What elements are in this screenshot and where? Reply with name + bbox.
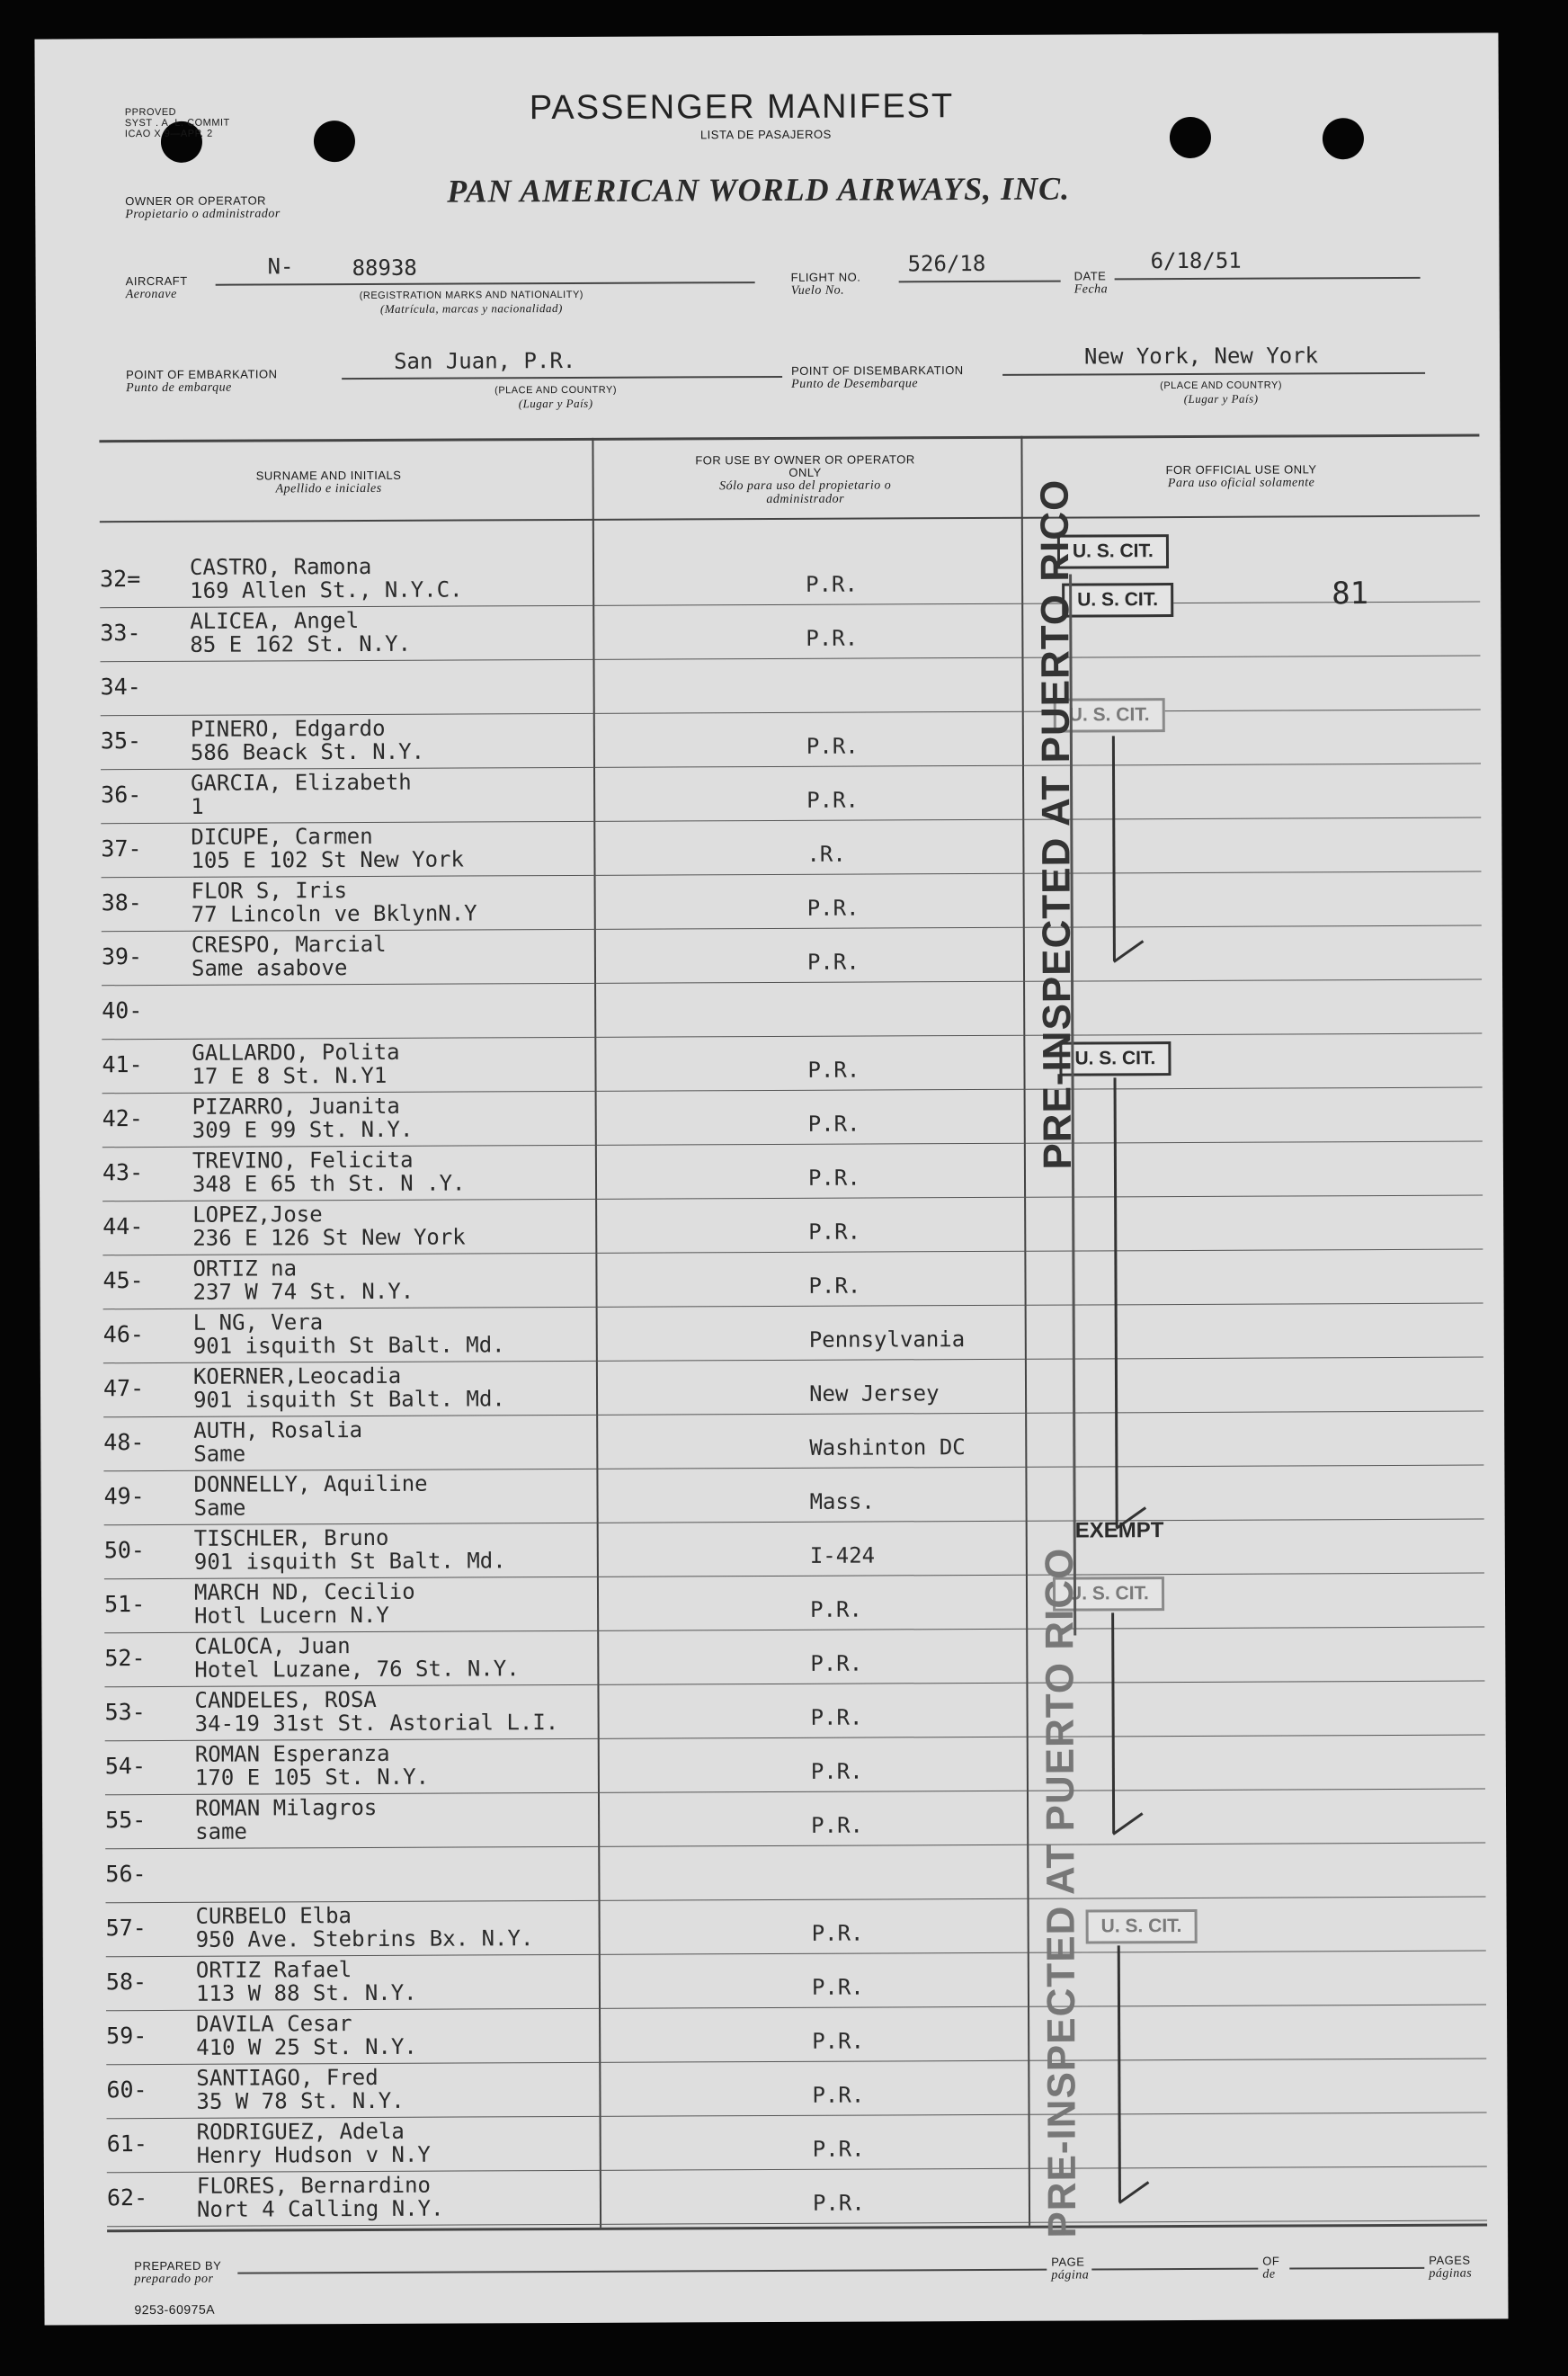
- table-row: [103, 1364, 1479, 1425]
- passenger-count: 81: [1332, 576, 1369, 612]
- date-underline: [1115, 277, 1421, 280]
- passenger-name: PIZARRO, Juanita: [192, 1093, 400, 1120]
- passenger-name: DONNELLY, Aquiline: [193, 1470, 428, 1497]
- passenger-name: ORTIZ na: [192, 1255, 298, 1282]
- origin-class: P.R.: [810, 1758, 863, 1784]
- date-label: DATE Fecha: [1074, 269, 1109, 297]
- aircraft-prefix: N-: [267, 254, 294, 280]
- passenger-address: Same: [193, 1495, 246, 1521]
- passenger-name: KOERNER,Leocadia: [192, 1362, 402, 1389]
- row-number: 45-: [102, 1267, 144, 1294]
- flight-date: 6/18/51: [1150, 247, 1242, 274]
- passenger-address: 950 Ave. Stebrins Bx. N.Y.: [195, 1925, 534, 1952]
- table-row: [102, 933, 1477, 993]
- manifest-title-es: LISTA DE PASAJEROS: [699, 127, 832, 142]
- prepared-by-label: PREPARED BY preparado por: [134, 2258, 222, 2287]
- row-number: 53-: [104, 1699, 146, 1726]
- row-number: 36-: [101, 782, 142, 808]
- column-header-surname: SURNAME AND INITIALS Apellido e iniciales: [255, 468, 402, 496]
- operator-name: PAN AMERICAN WORLD AIRWAYS, INC.: [447, 170, 1071, 210]
- passenger-address: 348 E 65 th St. N .Y.: [192, 1170, 466, 1197]
- embark-underline: [342, 376, 782, 380]
- origin-class: P.R.: [806, 787, 860, 813]
- disembark-point: New York, New York: [1083, 343, 1319, 370]
- origin-class: P.R.: [812, 2190, 865, 2216]
- origin-class: P.R.: [807, 1057, 860, 1083]
- passenger-name: FLORES, Bernardino: [196, 2172, 432, 2199]
- aircraft-registration: 88938: [352, 255, 417, 281]
- table-row: [101, 771, 1476, 831]
- table-row: [105, 1796, 1481, 1856]
- column-header-owner-use: FOR USE BY OWNER OR OPERATOR ONLY Sólo para uso del propietario o administrador: [695, 452, 915, 507]
- us-citizen-stamp: U. S. CIT.: [1062, 583, 1173, 618]
- pages-label: PAGES páginas: [1429, 2253, 1473, 2281]
- passenger-address: 85 E 162 St. N.Y.: [190, 630, 412, 657]
- table-row: [101, 825, 1476, 885]
- embark-place-note: (PLACE AND COUNTRY) (Lugar y País): [494, 384, 618, 411]
- preinspected-stamp: PRE-INSPECTED AT PUERTO RICO: [1032, 478, 1080, 1170]
- passenger-address: 237 W 74 St. N.Y.: [192, 1278, 414, 1305]
- row-number: 57-: [105, 1915, 147, 1942]
- row-number: 61-: [106, 2130, 147, 2157]
- table-row: [105, 1742, 1481, 1802]
- passenger-address: 35 W 78 St. N.Y.: [196, 2087, 405, 2114]
- exempt-stamp: EXEMPT: [1074, 1518, 1164, 1543]
- row-number: 46-: [102, 1321, 144, 1348]
- origin-class: P.R.: [806, 571, 858, 597]
- passenger-address: Hotl Lucern N.Y: [194, 1602, 389, 1629]
- row-number: 55-: [105, 1807, 147, 1834]
- row-number: 37-: [101, 835, 142, 862]
- origin-class: Washinton DC: [809, 1434, 966, 1460]
- passenger-name: ROMAN Esperanza: [194, 1740, 390, 1767]
- passenger-address: 17 E 8 St. N.Y1: [192, 1062, 388, 1089]
- passenger-address: Nort 4 Calling N.Y.: [196, 2195, 444, 2222]
- manifest-title: PASSENGER MANIFEST: [529, 87, 955, 128]
- table-row: [107, 2174, 1483, 2234]
- row-number: 33-: [100, 620, 141, 647]
- passenger-name: CURBELO Elba: [195, 1903, 352, 1929]
- row-number: 43-: [102, 1159, 144, 1186]
- passenger-address: 1: [191, 793, 204, 819]
- origin-class: P.R.: [808, 1273, 861, 1299]
- passenger-name: DAVILA Cesar: [196, 2011, 352, 2037]
- us-citizen-stamp: U. S. CIT.: [1086, 1909, 1198, 1944]
- row-number: 44-: [102, 1213, 144, 1240]
- origin-class: P.R.: [808, 1219, 861, 1245]
- origin-class: P.R.: [806, 949, 860, 975]
- origin-class: P.R.: [806, 625, 859, 651]
- embark-label: POINT OF EMBARKATION Punto de embarque: [126, 367, 278, 396]
- row-number: 51-: [103, 1591, 146, 1618]
- passenger-address: 169 Allen St., N.Y.C.: [190, 576, 463, 603]
- row-number: 48-: [103, 1429, 145, 1456]
- passenger-name: AUTH, Rosalia: [193, 1416, 363, 1443]
- preinspected-stamp: PRE-INSPECTED AT PUERTO RICO: [1037, 1547, 1085, 2238]
- passenger-name: CANDELES, ROSA: [194, 1686, 377, 1713]
- row-number: 58-: [105, 1969, 147, 1996]
- disembark-underline: [1002, 372, 1425, 376]
- row-number: 59-: [106, 2023, 147, 2050]
- row-number: 50-: [103, 1537, 146, 1564]
- origin-class: I-424: [809, 1542, 876, 1568]
- table-row: [103, 1310, 1479, 1371]
- table-top-rule: [99, 434, 1479, 443]
- passenger-address: 105 E 102 St New York: [191, 846, 464, 873]
- row-number: 60-: [106, 2077, 147, 2104]
- passenger-name: PINERO, Edgardo: [190, 715, 386, 742]
- flight-label: FLIGHT NO. Vuelo No.: [790, 270, 861, 298]
- us-citizen-stamp: U. S. CIT.: [1057, 534, 1169, 569]
- table-row: [102, 1202, 1478, 1263]
- passenger-name: ALICEA, Angel: [190, 607, 360, 634]
- column-header-official-use: FOR OFFICIAL USE ONLY Para uso oficial solamente: [1165, 462, 1317, 491]
- table-row: [102, 987, 1477, 1047]
- table-row: [102, 1041, 1477, 1101]
- punch-hole: [1170, 117, 1211, 158]
- row-number: 39-: [101, 943, 143, 970]
- of-label: OF de: [1262, 2254, 1280, 2282]
- passenger-name: GARCIA, Elizabeth: [191, 769, 412, 796]
- passenger-name: CASTRO, Ramona: [189, 553, 372, 580]
- disembark-place-note: (PLACE AND COUNTRY) (Lugar y País): [1160, 380, 1283, 406]
- passenger-name: LOPEZ,Jose: [192, 1201, 323, 1228]
- passenger-name: TISCHLER, Bruno: [193, 1524, 389, 1551]
- passenger-name: CALOCA, Juan: [194, 1633, 351, 1659]
- page-label: PAGE página: [1051, 2255, 1090, 2282]
- owner-label: OWNER OR OPERATOR Propietario o administrador: [125, 193, 281, 222]
- table-row: [104, 1634, 1480, 1694]
- us-citizen-stamp: U. S. CIT.: [1054, 698, 1165, 733]
- passenger-address: 77 Lincoln ve BklynN.Y: [191, 900, 477, 927]
- row-number: 42-: [102, 1105, 143, 1132]
- origin-class: P.R.: [811, 1812, 863, 1838]
- passenger-name: RODRIGUEZ, Adela: [196, 2118, 405, 2145]
- table-row: [102, 1094, 1478, 1155]
- row-number: 56-: [105, 1861, 147, 1888]
- origin-class: P.R.: [810, 1596, 862, 1622]
- passenger-address: 309 E 99 St. N.Y.: [192, 1116, 414, 1143]
- row-number: 49-: [103, 1483, 145, 1510]
- table-row: [101, 717, 1476, 777]
- passenger-address: 113 W 88 St. N.Y.: [195, 1979, 417, 2006]
- prepared-by-underline: [237, 2269, 1047, 2274]
- passenger-address: 34-19 31st St. Astorial L.I.: [194, 1710, 559, 1737]
- row-number: 47-: [102, 1375, 145, 1402]
- row-number: 62-: [106, 2184, 148, 2211]
- passenger-address: Hotel Luzane, 76 St. N.Y.: [194, 1656, 520, 1683]
- aircraft-underline: [216, 281, 755, 286]
- table-row: [102, 1148, 1478, 1209]
- flight-underline: [899, 281, 1061, 283]
- passenger-name: MARCH ND, Cecilio: [193, 1578, 415, 1605]
- passenger-address: 586 Beack St. N.Y.: [190, 738, 425, 765]
- registration-note: (REGISTRATION MARKS AND NATIONALITY) (Matrícula, marcas y nacionalidad): [359, 289, 584, 316]
- passenger-name: DICUPE, Carmen: [191, 823, 373, 850]
- manifest-sheet: [34, 32, 1508, 2325]
- row-number: 35-: [100, 728, 142, 755]
- passenger-name: ROMAN Milagros: [194, 1794, 378, 1821]
- passenger-name: CRESPO, Marcial: [191, 931, 387, 958]
- origin-class: P.R.: [812, 2082, 865, 2108]
- origin-class: P.R.: [811, 1974, 864, 2000]
- passenger-address: 901 isquith St Balt. Md.: [193, 1548, 506, 1575]
- table-row: [104, 1688, 1480, 1748]
- passenger-address: 901 isquith St Balt. Md.: [192, 1332, 505, 1359]
- origin-class: New Jersey: [808, 1380, 940, 1407]
- row-number: 41-: [102, 1051, 143, 1078]
- origin-class: P.R.: [812, 2136, 865, 2162]
- table-row: [102, 879, 1477, 939]
- header-bottom-rule: [100, 515, 1480, 523]
- approval-note: PPROVED SYST . A. L. COMMIT ICAO X 9—APP. 2: [124, 106, 230, 140]
- origin-class: P.R.: [807, 1111, 860, 1137]
- origin-class: P.R.: [811, 1920, 864, 1946]
- origin-class: .R.: [806, 841, 846, 867]
- origin-class: P.R.: [810, 1704, 863, 1730]
- table-row: [101, 663, 1476, 723]
- disembark-label: POINT OF DISEMBARKATION Punto de Desembarque: [791, 363, 964, 391]
- row-number: 52-: [104, 1645, 146, 1672]
- passenger-address: Henry Hudson v N.Y: [196, 2141, 431, 2168]
- passenger-name: TREVINO, Felicita: [192, 1147, 414, 1174]
- origin-class: P.R.: [810, 1650, 863, 1676]
- passenger-name: SANTIAGO, Fred: [196, 2064, 379, 2091]
- passenger-address: Same asabove: [191, 955, 348, 981]
- origin-class: Pennsylvania: [808, 1326, 966, 1353]
- passenger-address: 170 E 105 St. N.Y.: [194, 1764, 430, 1791]
- us-citizen-stamp: U. S. CIT.: [1059, 1041, 1171, 1076]
- origin-class: P.R.: [807, 1165, 860, 1191]
- origin-class: P.R.: [806, 733, 859, 759]
- of-underline: [1289, 2267, 1424, 2270]
- passenger-address: 236 E 126 St New York: [192, 1224, 466, 1251]
- table-row: [102, 1256, 1478, 1317]
- passenger-name: FLOR S, Iris: [191, 878, 348, 904]
- row-number: 38-: [101, 889, 142, 916]
- table-row: [103, 1472, 1479, 1532]
- aircraft-label: AIRCRAFT Aeronave: [125, 273, 188, 302]
- passenger-name: L NG, Vera: [192, 1309, 324, 1335]
- origin-class: P.R.: [806, 895, 860, 921]
- punch-hole: [1323, 118, 1364, 159]
- passenger-address: Same: [193, 1441, 246, 1467]
- row-number: 34-: [100, 674, 141, 701]
- passenger-address: 901 isquith St Balt. Md.: [193, 1386, 505, 1413]
- form-code: 9253-60975A: [134, 2301, 216, 2318]
- table-row: [104, 1580, 1480, 1640]
- page-underline: [1091, 2268, 1258, 2271]
- passenger-address: same: [195, 1818, 248, 1845]
- passenger-name: GALLARDO, Polita: [192, 1039, 400, 1066]
- flight-number: 526/18: [907, 250, 986, 277]
- us-citizen-stamp: U. S. CIT.: [1053, 1577, 1164, 1612]
- origin-class: P.R.: [812, 2028, 865, 2054]
- passenger-address: 410 W 25 St. N.Y.: [196, 2033, 417, 2060]
- embark-point: San Juan, P.R.: [393, 347, 576, 374]
- row-number: 40-: [102, 997, 143, 1024]
- table-row: [103, 1418, 1479, 1478]
- row-number: 32=: [100, 566, 141, 593]
- row-number: 54-: [104, 1753, 147, 1780]
- origin-class: Mass.: [809, 1488, 875, 1514]
- punch-hole: [314, 121, 355, 162]
- passenger-name: ORTIZ Rafael: [195, 1957, 352, 1983]
- table-row: [104, 1526, 1480, 1586]
